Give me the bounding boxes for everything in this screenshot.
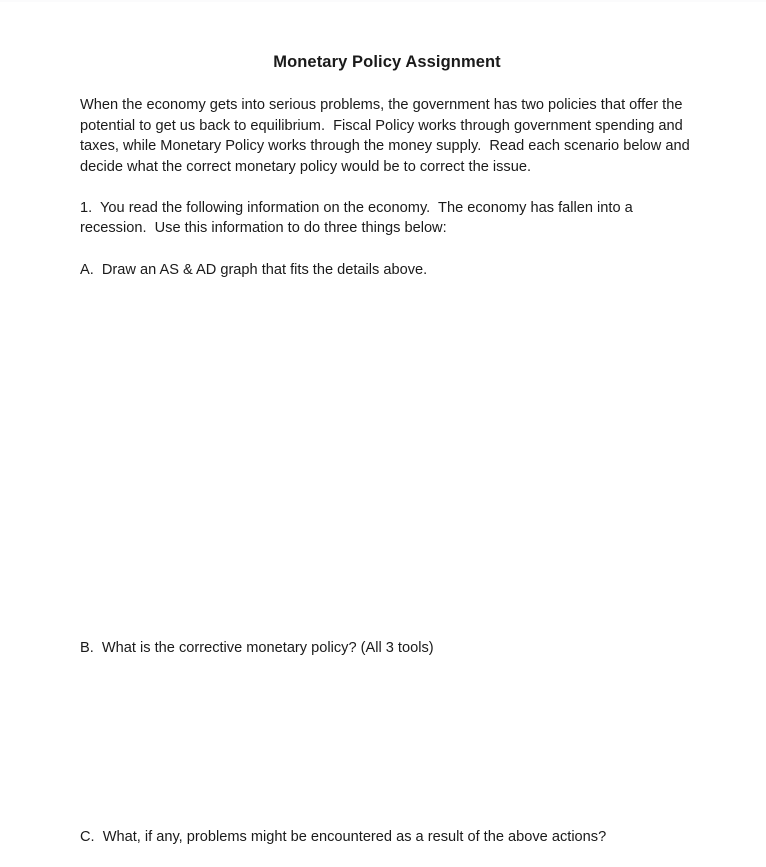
question-1-item-b: B. What is the corrective monetary policy? (All 3 tools) xyxy=(80,640,434,657)
answer-space-a[interactable] xyxy=(80,280,694,638)
question-1-item-c: C. What, if any, problems might be encountered as a result of the above actions? xyxy=(80,828,607,845)
document-content xyxy=(80,0,694,847)
page-title: Monetary Policy Assignment xyxy=(273,53,501,71)
intro-paragraph: When the economy gets into serious problems, the government has two policies that offer the potential to get us back to equilibrium. Fiscal Policy works through government spending and taxes, while Monetary Policy works through the money supply. Read each scenario below and decide what the correct monetary policy would be to correct the issue. xyxy=(80,97,694,175)
question-1-item-a: A. Draw an AS & AD graph that fits the details above. xyxy=(80,261,428,278)
question-1-prompt: 1. You read the following information on the economy. The economy has fallen into a recession. Use this information to do three things below: xyxy=(80,199,637,237)
answer-space-b[interactable] xyxy=(80,659,694,827)
